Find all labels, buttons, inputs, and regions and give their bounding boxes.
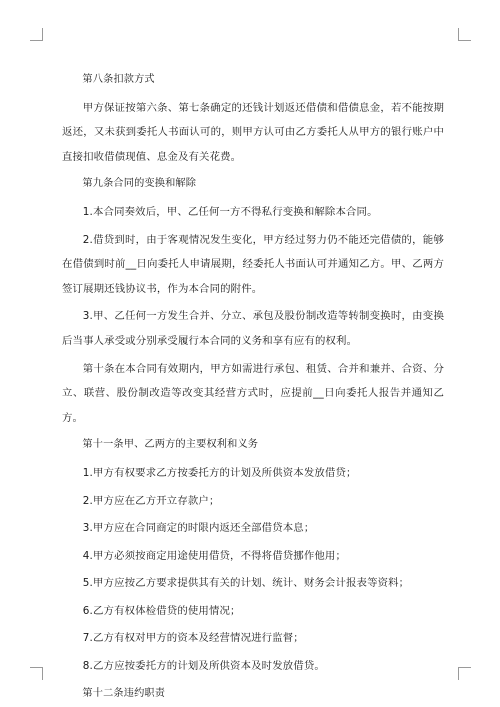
- section-heading-article-8: 第八条扣款方式: [82, 74, 155, 85]
- crop-mark-bottom-left: [30, 667, 43, 680]
- section-heading-article-12: 第十二条违约职责: [82, 687, 166, 699]
- paragraph-contract-change-1: 1.本合同奏效后，甲、乙任何一方不得私行变换和解除本合同。: [82, 205, 378, 218]
- list-item-rights-4: 4.甲方必须按商定用途使用借贷，不得将借贷挪作他用；: [82, 549, 346, 562]
- list-item-rights-2: 2.甲方应在乙方开立存款户；: [82, 494, 220, 507]
- document-body: [62, 68, 444, 706]
- paragraph-contract-change-3: 3.甲、乙任何一方发生合并、分立、承包及股份制改造等转制变换时，由变换后当事人承受或分别承受履行本合同的义务和享有应有的权利。: [62, 310, 444, 347]
- crop-mark-bottom-right: [458, 667, 471, 680]
- list-item-rights-5: 5.甲方应按乙方要求提供其有关的计划、统计、财务会计报表等资料；: [82, 577, 410, 590]
- list-item-rights-8: 8.乙方应按委托方的计划及所供资本及时发放借贷。: [82, 660, 325, 673]
- crop-mark-top-right: [458, 28, 471, 41]
- section-heading-article-9: 第九条合同的变换和解除: [82, 178, 197, 190]
- paragraph-deduction-method: 甲方保证按第六条、第七条确定的还钱计划返还借债和借债息金，若不能按期返还，又未获到委托人书面认可的，则甲方认可由乙方委托人从甲方的银行账户中直接扣收借债现值、息金及有关花费。: [62, 101, 444, 163]
- paragraph-article-10: 第十条在本合同有效期内，甲方如需进行承包、租赁、合并和兼并、合资、分立、联营、股份制改造等改变其经营方式时，应提前__日向委托人报告并通知乙方。: [62, 362, 444, 424]
- crop-mark-top-left: [30, 28, 43, 41]
- paragraph-contract-change-2: 2.借贷到时，由于客观情况发生变化，甲方经过努力仍不能还完借债的，能够在借债到时前__日向委托人申请展期，经委托人书面认可并通知乙方。甲、乙两方签订展期还钱协议书，作为本合同的附件。: [62, 233, 444, 295]
- list-item-rights-6: 6.乙方有权体检借贷的使用情况；: [82, 604, 241, 617]
- list-item-rights-1: 1.甲方有权要求乙方按委托方的计划及所供资本发放借贷；: [82, 466, 357, 479]
- section-heading-article-11: 第十一条甲、乙两方的主要权利和义务: [82, 439, 259, 451]
- list-item-rights-7: 7.乙方有权对甲方的资本及经营情况进行监督；: [82, 632, 304, 645]
- list-item-rights-3: 3.甲方应在合同商定的时限内返还全部借贷本息；: [82, 522, 315, 535]
